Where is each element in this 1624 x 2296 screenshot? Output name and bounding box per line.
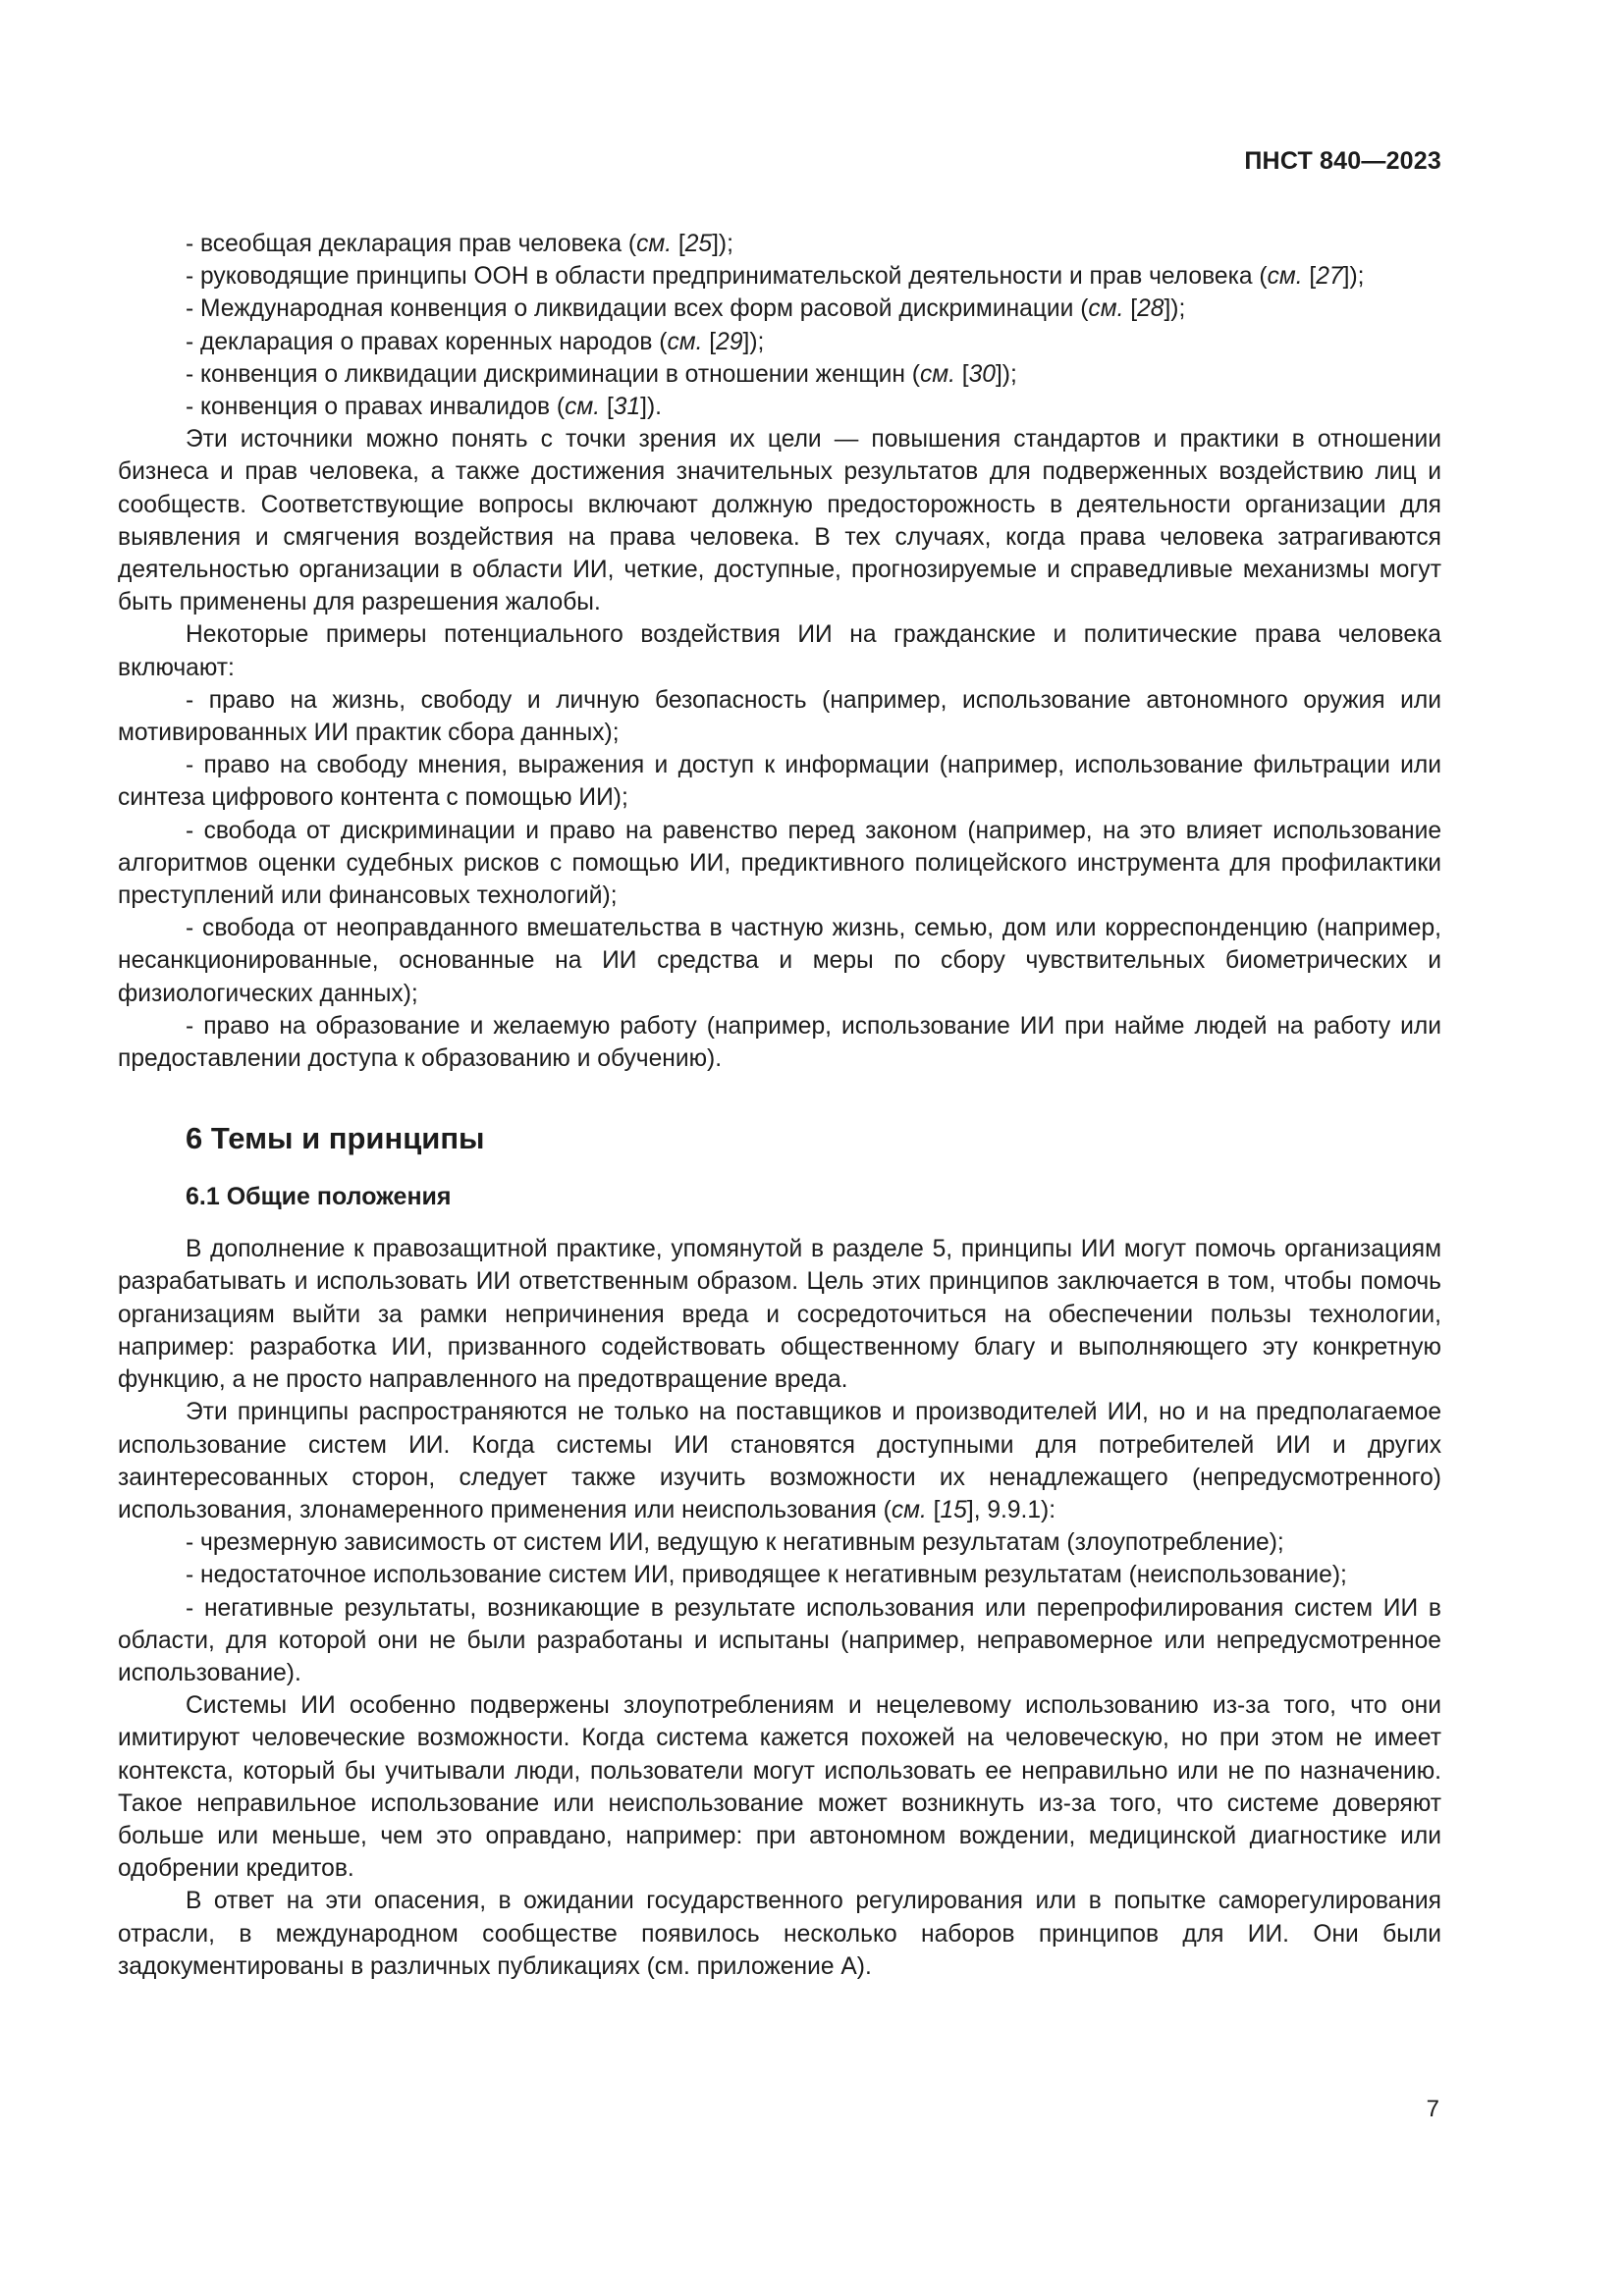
rights-sources-list	[118, 228, 1441, 423]
subsection-heading: 6.1 Общие положения	[186, 1183, 452, 1211]
paragraph: Эти принципы распространяются не только на поставщиков и производителей ИИ, но и на предполагаемое использование систем ИИ. Когда системы ИИ становятся доступными для потребителей ИИ и других заинтересованных сторон, следует также изучить возможности их ненадлежащего (непредусмотренного) использования, злонамеренного применения или неиспользования (см. [15], 9.9.1):	[118, 1399, 1441, 1523]
section-heading: 6 Темы и принципы	[186, 1121, 485, 1156]
list-item: - чрезмерную зависимость от систем ИИ, ведущую к негативным результатам (злоупотребление);	[186, 1529, 1284, 1557]
list-item: - конвенция о ликвидации дискриминации в отношении женщин (см. [30]);	[186, 360, 1017, 388]
misuse-list	[118, 1526, 1441, 1689]
paragraph: Системы ИИ особенно подвержены злоупотреблениям и нецелевому использованию из-за того, что они имитируют человеческие возможности. Когда система кажется похожей на человеческую, но при этом не имеет контекста, который бы учитывали люди, пользователи могут использовать ее неправильно или не по назначению. Такое неправильное использование или неиспользование может возникнуть из-за того, что системе доверяют больше или меньше, чем это оправдано, например: при автономном вождении, медицинской диагностике или одобрении кредитов.	[118, 1692, 1441, 1883]
list-item: - негативные результаты, возникающие в результате использования или перепрофилирования систем ИИ в области, для которой они не были разработаны и испытаны (например, неправомерное или непредусмотренное использование).	[118, 1594, 1441, 1686]
page-content	[118, 228, 1441, 1983]
list-item: - право на свободу мнения, выражения и доступ к информации (например, использование фильтрации или синтеза цифрового контента с помощью ИИ);	[118, 752, 1441, 812]
paragraph: Некоторые примеры потенциального воздействия ИИ на гражданские и политические права человека включают:	[118, 621, 1441, 681]
document-id: ПНСТ 840—2023	[1244, 147, 1441, 175]
list-item: - недостаточное использование систем ИИ, приводящее к негативным результатам (неиспользование);	[186, 1562, 1347, 1589]
list-item: - свобода от неоправданного вмешательства в частную жизнь, семью, дом или корреспонденцию (например, несанкционированные, основанные на ИИ средства и меры по сбору чувствительных биометрических и физиологических данных);	[118, 915, 1441, 1007]
list-item: - свобода от дискриминации и право на равенство перед законом (например, на это влияет использование алгоритмов оценки судебных рисков с помощью ИИ, предиктивного полицейского инструмента для профилактики преступлений или финансовых технологий);	[118, 817, 1441, 910]
list-item: - всеобщая декларация прав человека (см. [25]);	[186, 231, 733, 257]
list-item: - право на образование и желаемую работу (например, использование ИИ при найме людей на работу или предоставлении доступа к образованию и обучению).	[118, 1012, 1441, 1073]
list-item: - декларация о правах коренных народов (см. [29]);	[186, 328, 765, 355]
rights-impact-list	[118, 684, 1441, 1075]
list-item: - руководящие принципы ООН в области предпринимательской деятельности и прав человека (см. [27]);	[186, 263, 1365, 291]
list-item: - право на жизнь, свободу и личную безопасность (например, использование автономного оружия или мотивированных ИИ практик сбора данных);	[118, 686, 1441, 747]
paragraph: В дополнение к правозащитной практике, упомянутой в разделе 5, принципы ИИ могут помочь организациям разрабатывать и использовать ИИ ответственным образом. Цель этих принципов заключается в том, чтобы помочь организациям выйти за рамки непричинения вреда и сосредоточиться на обеспечении пользы технологии, например: разработка ИИ, призванного содействовать общественному благу и выполняющего эту конкретную функцию, а не просто направленного на предотвращение вреда.	[118, 1236, 1441, 1394]
list-item: - конвенция о правах инвалидов (см. [31]).	[186, 394, 663, 421]
paragraph: Эти источники можно понять с точки зрения их цели — повышения стандартов и практики в отношении бизнеса и прав человека, а также достижения значительных результатов для подверженных воздействию лиц и сообществ. Соответствующие вопросы включают должную предосторожность в деятельности организации для выявления и смягчения воздействия на права человека. В тех случаях, когда права человека затрагиваются деятельностью организации в области ИИ, четкие, доступные, прогнозируемые и справедливые механизмы могут быть применены для разрешения жалобы.	[118, 426, 1441, 616]
list-item: - Международная конвенция о ликвидации всех форм расовой дискриминации (см. [28]);	[186, 295, 1186, 323]
paragraph: В ответ на эти опасения, в ожидании государственного регулирования или в попытке саморегулирования отрасли, в международном сообществе появилось несколько наборов принципов для ИИ. Они были задокументированы в различных публикациях (см. приложение А).	[118, 1888, 1441, 1980]
page-number: 7	[1426, 2096, 1439, 2122]
